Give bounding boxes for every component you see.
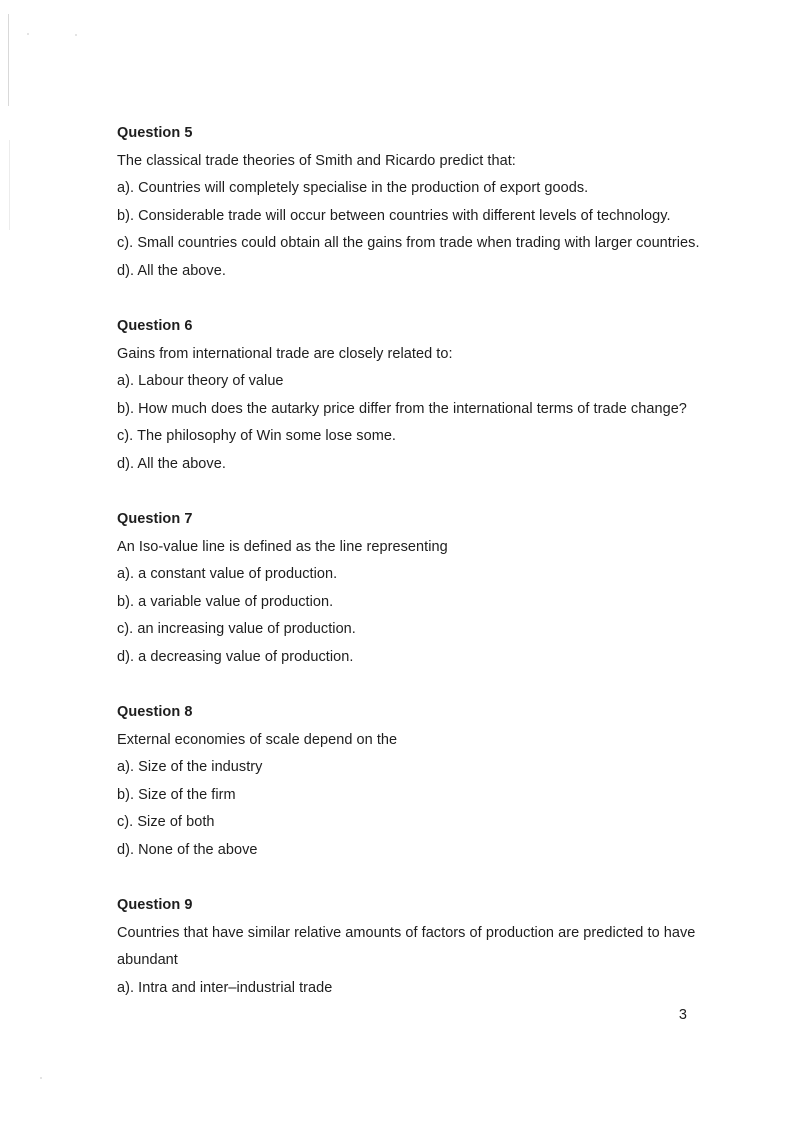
question-title: Question 6 bbox=[117, 318, 193, 334]
scan-artifact-speck bbox=[75, 34, 77, 36]
scan-artifact-speck bbox=[27, 33, 29, 35]
question-option-a: a). Labour theory of value bbox=[117, 373, 284, 389]
question-option-a: a). Intra and inter–industrial trade bbox=[117, 979, 333, 996]
question-option-b: b). a variable value of production. bbox=[117, 593, 334, 610]
question-block-5 bbox=[117, 120, 700, 285]
question-option-d: d). All the above. bbox=[117, 262, 226, 279]
question-title: Question 7 bbox=[117, 511, 193, 527]
question-option-b: b). Size of the firm bbox=[117, 786, 236, 803]
question-stem-continued: abundant bbox=[117, 952, 178, 968]
question-option-a: a). a constant value of production. bbox=[117, 566, 338, 582]
question-stem: Gains from international trade are closely related to: bbox=[117, 345, 453, 362]
scan-artifact-speck bbox=[40, 1077, 42, 1079]
question-title: Question 9 bbox=[117, 897, 193, 913]
questions-list bbox=[117, 120, 700, 1030]
scan-artifact-line bbox=[8, 14, 9, 106]
question-title: Question 5 bbox=[117, 125, 193, 141]
question-stem: Countries that have similar relative amounts of factors of production are predicted to have bbox=[117, 924, 696, 941]
question-stem: An Iso-value line is defined as the line representing bbox=[117, 538, 448, 555]
question-option-b: b). How much does the autarky price differ from the international terms of trade change? bbox=[117, 400, 687, 417]
question-block-8 bbox=[117, 699, 687, 864]
page-number: 3 bbox=[678, 1007, 687, 1023]
question-option-a: a). Countries will completely specialise in the production of export goods. bbox=[117, 180, 589, 196]
question-option-c: c). Size of both bbox=[117, 814, 215, 830]
question-option-a: a). Size of the industry bbox=[117, 759, 263, 775]
question-option-d: d). None of the above bbox=[117, 841, 258, 858]
question-option-b: b). Considerable trade will occur between countries with different levels of technology. bbox=[117, 207, 671, 224]
question-option-c: c). an increasing value of production. bbox=[117, 621, 356, 637]
question-block-7 bbox=[117, 506, 687, 671]
question-block-9 bbox=[117, 892, 696, 1002]
question-stem: External economies of scale depend on the bbox=[117, 731, 398, 748]
question-option-d: d). a decreasing value of production. bbox=[117, 648, 354, 665]
question-option-d: d). All the above. bbox=[117, 455, 226, 472]
question-option-c: c). The philosophy of Win some lose some. bbox=[117, 428, 397, 444]
scan-artifact-line bbox=[9, 140, 10, 230]
question-option-c: c). Small countries could obtain all the gains from trade when trading with larger countries. bbox=[117, 235, 700, 251]
question-block-6 bbox=[117, 313, 687, 478]
question-title: Question 8 bbox=[117, 704, 193, 720]
question-stem: The classical trade theories of Smith and Ricardo predict that: bbox=[117, 152, 516, 169]
